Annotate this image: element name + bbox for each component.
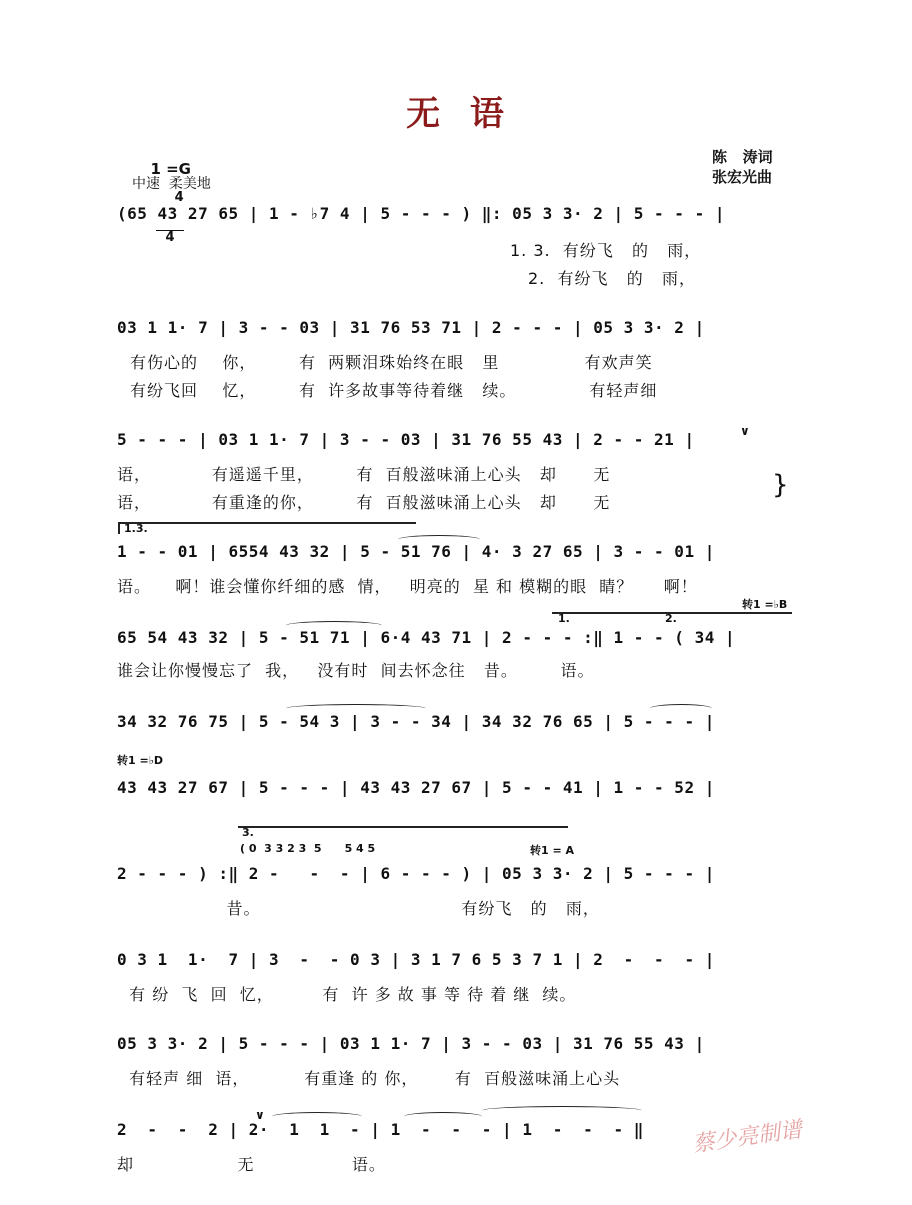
volta-bracket: [118, 522, 416, 524]
tie-arc: [650, 704, 712, 713]
lyric-row-10: 有轻声 细 语， 有重逢 的 你， 有 百般滋味涌上心头: [117, 1069, 621, 1088]
breath-mark: ∨: [255, 1108, 265, 1122]
notation-row-7: 43 43 27 67 | 5 - - - | 43 43 27 67 | 5 - - 41 | 1 - - 52 |: [117, 778, 715, 797]
modulation-mark: 转1 =♭D: [117, 754, 164, 767]
time-bottom: 4: [156, 230, 183, 244]
notation-row-3: 5 - - - | 03 1 1· 7 | 3 - - 03 | 31 76 55 43 | 2 - - 21 |: [117, 430, 695, 449]
notation-row-1: (65 43 27 65 | 1 - ♭7 4 | 5 - - - ) ‖: 05 3 3· 2 | 5 - - - |: [117, 204, 725, 223]
grace-notes: ( 0 3 3 2 3 5 5 4 5: [240, 842, 376, 855]
tie-arc: [286, 704, 426, 713]
time-top: 4: [174, 190, 184, 205]
lyric-row-3b: 语， 有重逢的你， 有 百般滋味涌上心头 却 无: [117, 493, 611, 512]
brace-mark: }: [772, 470, 790, 500]
lyric-row-3a: 语， 有遥遥千里， 有 百般滋味涌上心头 却 无: [117, 465, 611, 484]
notation-row-4: 1 - - 01 | 6554 43 32 | 5 - 51 76 | 4· 3 27 65 | 3 - - 01 |: [117, 542, 715, 561]
notation-row-9: 0 3 1 1· 7 | 3 - - 0 3 | 3 1 7 6 5 3 7 1 | 2 - - - |: [117, 950, 715, 969]
notation-row-8: 2 - - - ) :‖ 2 - - - | 6 - - - ) | 05 3 3· 2 | 5 - - - |: [117, 864, 715, 883]
lyric-row-2a: 有伤心的 你， 有 两颗泪珠始终在眼 里 有欢声笑: [130, 353, 653, 372]
key-label: 1 =G: [150, 160, 191, 178]
tie-arc: [398, 535, 480, 544]
volta-label: 3.: [242, 826, 254, 839]
volta-bracket: [238, 826, 568, 828]
lyricist-credit: 陈 涛词: [712, 148, 773, 166]
tie-arc: [482, 1106, 642, 1115]
volta-label-first: 1.: [558, 612, 570, 625]
notation-row-6: 34 32 76 75 | 5 - 54 3 | 3 - - 34 | 34 32 76 65 | 5 - - - |: [117, 712, 715, 731]
lyric-row-4: 语。 啊！谁会懂你纤细的感 情， 明亮的 星 和 模糊的眼 睛？ 啊！: [117, 577, 698, 596]
notation-row-5: 65 54 43 32 | 5 - 51 71 | 6·4 43 71 | 2 - - - :‖ 1 - - ( 34 |: [117, 628, 736, 647]
composer-credit: 张宏光曲: [712, 168, 773, 186]
notation-row-10: 05 3 3· 2 | 5 - - - | 03 1 1· 7 | 3 - - 03 | 31 76 55 43 |: [117, 1034, 705, 1053]
breath-mark: ∨: [740, 424, 750, 438]
volta-bracket-edge: [118, 522, 120, 534]
modulation-mark: 转1 = A: [530, 844, 575, 857]
lyric-row-1a: 1. 3. 有纷飞 的 雨，: [510, 241, 702, 260]
volta-label: 1.3.: [124, 522, 148, 535]
notation-row-2: 03 1 1· 7 | 3 - - 03 | 31 76 53 71 | 2 - - - | 05 3 3· 2 |: [117, 318, 705, 337]
watermark-signature: 蔡少亮制谱: [691, 1117, 804, 1158]
tempo-marking: 中速 柔美地: [132, 176, 211, 192]
modulation-mark: 转1 =♭B: [742, 598, 788, 611]
volta-label-second: 2.: [665, 612, 677, 625]
song-title: 无 语: [406, 94, 506, 134]
lyric-row-9: 有 纷 飞 回 忆， 有 许 多 故 事 等 待 着 继 续。: [117, 985, 577, 1004]
volta-bracket: [662, 612, 792, 614]
lyric-row-2b: 有纷飞回 忆， 有 许多故事等待着继 续。 有轻声细: [130, 381, 658, 400]
lyric-row-8: 昔。 有纷飞 的 雨，: [117, 899, 600, 918]
lyric-row-11: 却 无 语。: [117, 1155, 386, 1174]
lyric-row-5: 谁会让你慢慢忘了 我， 没有时 间去怀念往 昔。 语。: [117, 661, 595, 680]
lyric-row-1b: 2. 有纷飞 的 雨，: [528, 269, 696, 288]
tie-arc: [286, 621, 382, 630]
notation-row-11: 2 - - 2 | 2· 1 1 - | 1 - - - | 1 - - - ‖: [117, 1120, 644, 1139]
